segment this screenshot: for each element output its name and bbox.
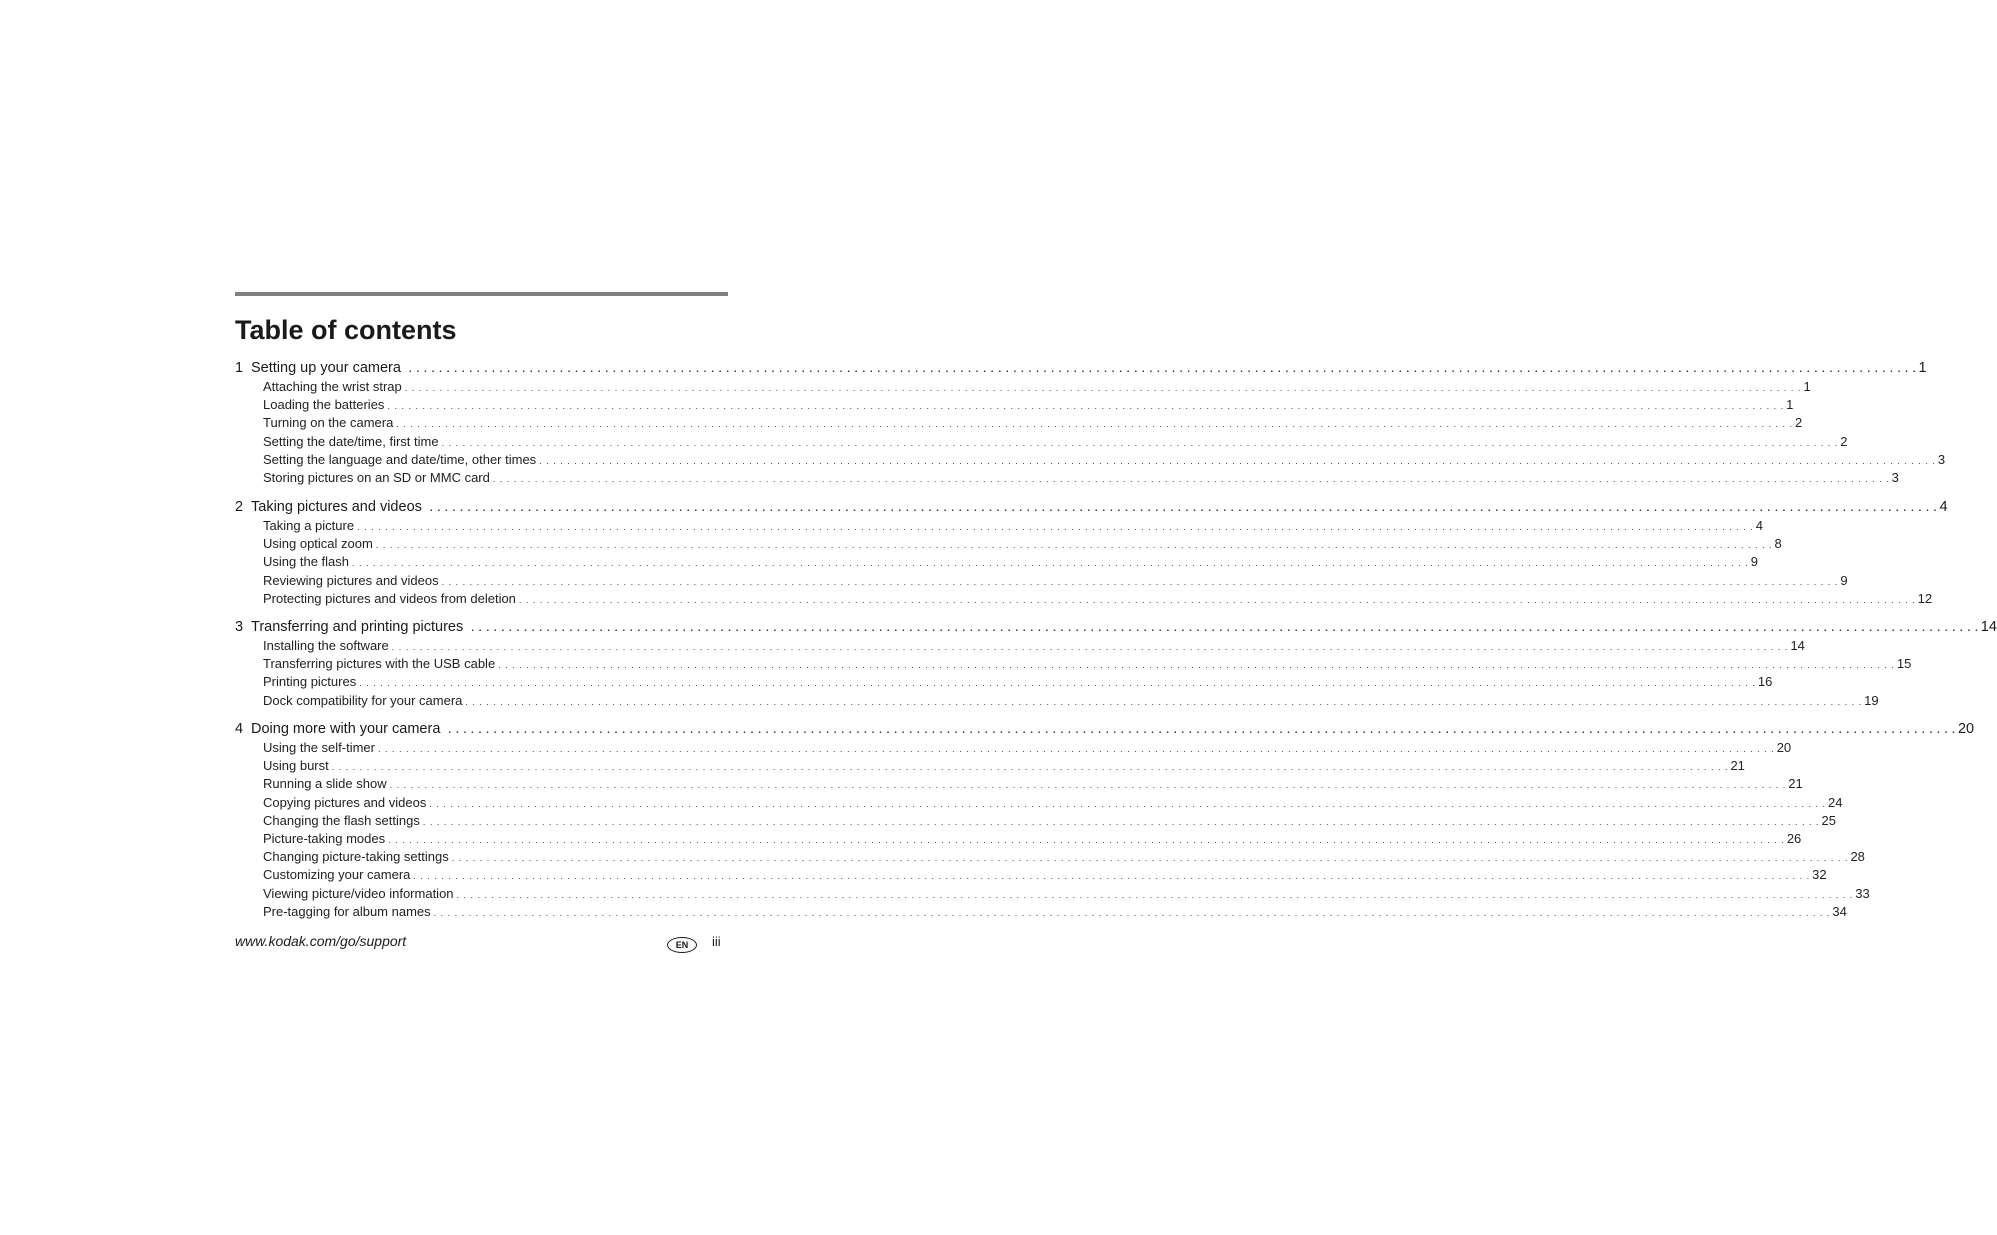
page-ref: 21 (1730, 758, 1745, 774)
toc-section[interactable] (263, 553, 1758, 571)
language-badge: EN (667, 937, 697, 953)
page-ref: 20 (1957, 721, 1975, 737)
chapter-number: 1 (235, 360, 244, 376)
section-title: Taking a picture (263, 518, 355, 533)
dot-leader: . . . . . . . . . . . . . . . . . . . . . . . . . . . . . . . . . . . . . . . . . . . . . . . . . . . . . . . . . . . . . . . . . . . . . . . . . . . . . . . . . . . . . . . . . . . . . . . . . . . . . . . . . . . . . . . . . . . . . . . . . . . . . . . . . . . . . . . . . . . . . . . . . . . . . . . . . . . . . . . . . . . . . . . . . . . . . . . . . . . . . . . . . . . . . . . . . . . . . . . . (465, 696, 1863, 707)
section-title: Using optical zoom (263, 536, 373, 552)
section-title: Using the self-timer (263, 740, 375, 755)
dot-leader: . . . . . . . . . . . . . . . . . . . . . . . . . . . . . . . . . . . . . . . . . . . . . . . . . . . . . . . . . . . . . . . . . . . . . . . . . . . . . . . . . . . . . . . . . . . . . . . . . . . . . . . . . . . . . . . . . . . . . . . . . . . . . . . . . . . . . . . . . . . . . . . . . . . . . . . . . . . . . . . . . . . . . . . . . . . . . . . . . . . . . . . . . . . . . . . . . . . . . . . . (375, 540, 1773, 551)
dot-leader: . . . . . . . . . . . . . . . . . . . . . . . . . . . . . . . . . . . . . . . . . . . . . . . . . . . . . . . . . . . . . . . . . . . . . . . . . . . . . . . . . . . . . . . . . . . . . . . . . . . . . . . . . . . . . . . . . . . . . . . . . . . . . . . . . . . . . . . . . . . . . . . . . . . . . . . . . . . . . . . . . . . . . . . . . . . . . . . . . . . . . . . . . . . . . . . . . . . . . . . . (448, 725, 1956, 736)
toc-section[interactable] (263, 517, 1763, 535)
section-title: Turning on the camera (263, 415, 394, 431)
page-ref: 20 (1776, 740, 1792, 755)
toc-section[interactable] (263, 572, 1848, 590)
support-url[interactable]: www.kodak.com/go/support (235, 933, 407, 949)
section-title: Protecting pictures and videos from deletion (263, 590, 516, 606)
section-title: Loading the batteries (263, 397, 385, 413)
section-title: Storing pictures on an SD or MMC card (263, 470, 490, 485)
section-title: Copying pictures and videos (263, 794, 427, 810)
toc-section[interactable] (263, 757, 1745, 775)
toc-chapter-4[interactable] (235, 720, 1975, 738)
toc-section[interactable] (263, 885, 1870, 903)
section-title: Setting the language and date/time, other times (263, 451, 537, 467)
dot-leader: . . . . . . . . . . . . . . . . . . . . . . . . . . . . . . . . . . . . . . . . . . . . . . . . . . . . . . . . . . . . . . . . . . . . . . . . . . . . . . . . . . . . . . . . . . . . . . . . . . . . . . . . . . . . . . . . . . . . . . . . . . . . . . . . . . . . . . . . . . . . . . . . . . . . . . . . . . . . . . . . . . . . . . . . . . . . . . . . . . . . . . . . . . . . . . . . . . . . . . . . (498, 660, 1895, 671)
section-title: Picture-taking modes (263, 831, 386, 846)
header-rule (235, 292, 728, 296)
chapter-title: Taking pictures and videos (251, 499, 422, 515)
toc-section[interactable] (263, 739, 1792, 757)
section-title: Printing pictures (263, 674, 357, 690)
page-ref: 4 (1939, 499, 1948, 515)
toc-section[interactable] (263, 692, 1879, 710)
dot-leader: . . . . . . . . . . . . . . . . . . . . . . . . . . . . . . . . . . . . . . . . . . . . . . . . . . . . . . . . . . . . . . . . . . . . . . . . . . . . . . . . . . . . . . . . . . . . . . . . . . . . . . . . . . . . . . . . . . . . . . . . . . . . . . . . . . . . . . . . . . . . . . . . . . . . . . . . . . . . . . . . . . . . . . . . . . . . . . . . . . . . . . . . . . . . . . . . . . . . . . . . (377, 744, 1775, 754)
dot-leader: . . . . . . . . . . . . . . . . . . . . . . . . . . . . . . . . . . . . . . . . . . . . . . . . . . . . . . . . . . . . . . . . . . . . . . . . . . . . . . . . . . . . . . . . . . . . . . . . . . . . . . . . . . . . . . . . . . . . . . . . . . . . . . . . . . . . . . . . . . . . . . . . . . . . . . . . . . . . . . . . . . . . . . . . . . . . . . . . . . . . . . . . . . . . . . . . . . . . . . . . (422, 816, 1820, 827)
page-ref: 33 (1855, 885, 1870, 901)
toc-section[interactable] (263, 655, 1912, 673)
page-ref: 9 (1840, 572, 1848, 588)
page-ref: 16 (1757, 674, 1773, 690)
dot-leader: . . . . . . . . . . . . . . . . . . . . . . . . . . . . . . . . . . . . . . . . . . . . . . . . . . . . . . . . . . . . . . . . . . . . . . . . . . . . . . . . . . . . . . . . . . . . . . . . . . . . . . . . . . . . . . . . . . . . . . . . . . . . . . . . . . . . . . . . . . . . . . . . . . . . . . . . . . . . . . . . . . . . . . . . . . . . . . . . . . . . . . . . . . . . . . . . . . . . . . . . (396, 419, 1794, 430)
page-ref: 24 (1828, 794, 1843, 810)
dot-leader: . . . . . . . . . . . . . . . . . . . . . . . . . . . . . . . . . . . . . . . . . . . . . . . . . . . . . . . . . . . . . . . . . . . . . . . . . . . . . . . . . . . . . . . . . . . . . . . . . . . . . . . . . . . . . . . . . . . . . . . . . . . . . . . . . . . . . . . . . . . . . . . . . . . . . . . . . . . . . . . . . . . . . . . . . . . . . . . . . . . . . . . . . . . . . . . . . . . . . . . . (456, 889, 1854, 900)
page-ref: 9 (1750, 554, 1758, 570)
toc-section[interactable] (263, 396, 1794, 414)
toc-section[interactable] (263, 830, 1802, 848)
dot-leader: . . . . . . . . . . . . . . . . . . . . . . . . . . . . . . . . . . . . . . . . . . . . . . . . . . . . . . . . . . . . . . . . . . . . . . . . . . . . . . . . . . . . . . . . . . . . . . . . . . . . . . . . . . . . . . . . . . . . . . . . . . . . . . . . . . . . . . . . . . . . . . . . . . . . . . . . . . . . . . . . . . . . . . . . . . . . . . . . . . . . . . . . . . . . . . . . . . . . . . . . (429, 798, 1827, 809)
dot-leader: . . . . . . . . . . . . . . . . . . . . . . . . . . . . . . . . . . . . . . . . . . . . . . . . . . . . . . . . . . . . . . . . . . . . . . . . . . . . . . . . . . . . . . . . . . . . . . . . . . . . . . . . . . . . . . . . . . . . . . . . . . . . . . . . . . . . . . . . . . . . . . . . . . . . . . . . . . . . . . . . . . . . . . . . . . . . . . . . . . . . . . . . . . . . . . . . . . . . . . . . (429, 503, 1938, 514)
chapter-title: Setting up your camera (251, 360, 401, 376)
toc-section[interactable] (263, 775, 1803, 793)
toc-section[interactable] (263, 469, 1899, 487)
toc-section[interactable] (263, 414, 1803, 432)
dot-leader: . . . . . . . . . . . . . . . . . . . . . . . . . . . . . . . . . . . . . . . . . . . . . . . . . . . . . . . . . . . . . . . . . . . . . . . . . . . . . . . . . . . . . . . . . . . . . . . . . . . . . . . . . . . . . . . . . . . . . . . . . . . . . . . . . . . . . . . . . . . . . . . . . . . . . . . . . . . . . . . . . . . . . . . . . . . . . . . . . . . . . . . . . . . . . . . . . . . . . . . . (352, 558, 1749, 569)
dot-leader: . . . . . . . . . . . . . . . . . . . . . . . . . . . . . . . . . . . . . . . . . . . . . . . . . . . . . . . . . . . . . . . . . . . . . . . . . . . . . . . . . . . . . . . . . . . . . . . . . . . . . . . . . . . . . . . . . . . . . . . . . . . . . . . . . . . . . . . . . . . . . . . . . . . . . . . . . . . . . . . . . . . . . . . . . . . . . . . . . . . . . . . . . . . . . . . . . . . . . . . . (359, 678, 1756, 689)
toc-section[interactable] (263, 848, 1865, 866)
page-ref: 26 (1786, 831, 1802, 846)
dot-leader: . . . . . . . . . . . . . . . . . . . . . . . . . . . . . . . . . . . . . . . . . . . . . . . . . . . . . . . . . . . . . . . . . . . . . . . . . . . . . . . . . . . . . . . . . . . . . . . . . . . . . . . . . . . . . . . . . . . . . . . . . . . . . . . . . . . . . . . . . . . . . . . . . . . . . . . . . . . . . . . . . . . . . . . . . . . . . . . . . . . . . . . . . . . . . . . . . . . . . . . . (539, 455, 1936, 466)
chapter-title: Doing more with your camera (251, 721, 441, 737)
dot-leader: . . . . . . . . . . . . . . . . . . . . . . . . . . . . . . . . . . . . . . . . . . . . . . . . . . . . . . . . . . . . . . . . . . . . . . . . . . . . . . . . . . . . . . . . . . . . . . . . . . . . . . . . . . . . . . . . . . . . . . . . . . . . . . . . . . . . . . . . . . . . . . . . . . . . . . . . . . . . . . . . . . . . . . . . . . . . . . . . . . . . . . . . . . . . . . . . . . . . . . . . (518, 594, 1916, 605)
toc-section[interactable] (263, 812, 1836, 830)
page-ref: 2 (1795, 415, 1803, 431)
page-ref: 1 (1803, 379, 1811, 394)
page-ref: 4 (1755, 518, 1763, 533)
section-title: Changing the flash settings (263, 812, 420, 828)
toc-chapter-1[interactable] (235, 359, 1927, 377)
toc-section[interactable] (263, 673, 1773, 691)
page-number: iii (712, 934, 721, 949)
toc-section[interactable] (263, 451, 1946, 469)
section-title: Running a slide show (263, 776, 387, 792)
dot-leader: . . . . . . . . . . . . . . . . . . . . . . . . . . . . . . . . . . . . . . . . . . . . . . . . . . . . . . . . . . . . . . . . . . . . . . . . . . . . . . . . . . . . . . . . . . . . . . . . . . . . . . . . . . . . . . . . . . . . . . . . . . . . . . . . . . . . . . . . . . . . . . . . . . . . . . . . . . . . . . . . . . . . . . . . . . . . . . . . . . . . . . . . . . . . . . . . . . . . . . . . (388, 835, 1785, 845)
page-ref: 15 (1896, 656, 1912, 672)
toc-chapter-3[interactable] (235, 618, 1997, 636)
dot-leader: . . . . . . . . . . . . . . . . . . . . . . . . . . . . . . . . . . . . . . . . . . . . . . . . . . . . . . . . . . . . . . . . . . . . . . . . . . . . . . . . . . . . . . . . . . . . . . . . . . . . . . . . . . . . . . . . . . . . . . . . . . . . . . . . . . . . . . . . . . . . . . . . . . . . . . . . . . . . . . . . . . . . . . . . . . . . . . . . . . . . . . . . . . . . . . . . . . . . . . . . (391, 642, 1789, 652)
page-ref: 1 (1786, 397, 1794, 413)
toc-section[interactable] (263, 590, 1933, 608)
section-title: Using the flash (263, 554, 349, 570)
page-ref: 34 (1832, 903, 1847, 919)
section-title: Transferring pictures with the USB cable (263, 656, 496, 672)
section-title: Customizing your camera (263, 867, 411, 883)
toc-section[interactable] (263, 535, 1782, 553)
dot-leader: . . . . . . . . . . . . . . . . . . . . . . . . . . . . . . . . . . . . . . . . . . . . . . . . . . . . . . . . . . . . . . . . . . . . . . . . . . . . . . . . . . . . . . . . . . . . . . . . . . . . . . . . . . . . . . . . . . . . . . . . . . . . . . . . . . . . . . . . . . . . . . . . . . . . . . . . . . . . . . . . . . . . . . . . . . . . . . . . . . . . . . . . . . . . . . . . . . . . . . . . (387, 401, 1785, 412)
page-ref: 25 (1821, 812, 1836, 828)
chapter-number: 3 (235, 619, 244, 635)
dot-leader: . . . . . . . . . . . . . . . . . . . . . . . . . . . . . . . . . . . . . . . . . . . . . . . . . . . . . . . . . . . . . . . . . . . . . . . . . . . . . . . . . . . . . . . . . . . . . . . . . . . . . . . . . . . . . . . . . . . . . . . . . . . . . . . . . . . . . . . . . . . . . . . . . . . . . . . . . . . . . . . . . . . . . . . . . . . . . . . . . . . . . . . . . . . . . . . . . . . . . . . . (404, 383, 1802, 393)
section-title: Reviewing pictures and videos (263, 572, 439, 588)
toc-section[interactable] (263, 433, 1848, 451)
chapter-number: 2 (235, 499, 244, 515)
toc-section[interactable] (263, 866, 1827, 884)
page-ref: 2 (1840, 433, 1848, 449)
dot-leader: . . . . . . . . . . . . . . . . . . . . . . . . . . . . . . . . . . . . . . . . . . . . . . . . . . . . . . . . . . . . . . . . . . . . . . . . . . . . . . . . . . . . . . . . . . . . . . . . . . . . . . . . . . . . . . . . . . . . . . . . . . . . . . . . . . . . . . . . . . . . . . . . . . . . . . . . . . . . . . . . . . . . . . . . . . . . . . . . . . . . . . . . . . . . . . . . . . . . . . . . (413, 871, 1811, 882)
dot-leader: . . . . . . . . . . . . . . . . . . . . . . . . . . . . . . . . . . . . . . . . . . . . . . . . . . . . . . . . . . . . . . . . . . . . . . . . . . . . . . . . . . . . . . . . . . . . . . . . . . . . . . . . . . . . . . . . . . . . . . . . . . . . . . . . . . . . . . . . . . . . . . . . . . . . . . . . . . . . . . . . . . . . . . . . . . . . . . . . . . . . . . . . . . . . . . . . . . . . . . . . (408, 364, 1917, 375)
section-title: Changing picture-taking settings (263, 849, 449, 865)
section-title: Dock compatibility for your camera (263, 692, 463, 708)
dot-leader: . . . . . . . . . . . . . . . . . . . . . . . . . . . . . . . . . . . . . . . . . . . . . . . . . . . . . . . . . . . . . . . . . . . . . . . . . . . . . . . . . . . . . . . . . . . . . . . . . . . . . . . . . . . . . . . . . . . . . . . . . . . . . . . . . . . . . . . . . . . . . . . . . . . . . . . . . . . . . . . . . . . . . . . . . . . . . . . . . . . . . . . . . . . . . . . . . . . . . . . . (492, 474, 1890, 484)
section-title: Pre-tagging for album names (263, 903, 431, 919)
page-ref: 21 (1788, 776, 1803, 792)
page-ref: 8 (1774, 536, 1782, 552)
section-title: Installing the software (263, 638, 389, 653)
dot-leader: . . . . . . . . . . . . . . . . . . . . . . . . . . . . . . . . . . . . . . . . . . . . . . . . . . . . . . . . . . . . . . . . . . . . . . . . . . . . . . . . . . . . . . . . . . . . . . . . . . . . . . . . . . . . . . . . . . . . . . . . . . . . . . . . . . . . . . . . . . . . . . . . . . . . . . . . . . . . . . . . . . . . . . . . . . . . . . . . . . . . . . . . . . . . . . . . . . . . . . . . (451, 853, 1849, 864)
dot-leader: . . . . . . . . . . . . . . . . . . . . . . . . . . . . . . . . . . . . . . . . . . . . . . . . . . . . . . . . . . . . . . . . . . . . . . . . . . . . . . . . . . . . . . . . . . . . . . . . . . . . . . . . . . . . . . . . . . . . . . . . . . . . . . . . . . . . . . . . . . . . . . . . . . . . . . . . . . . . . . . . . . . . . . . . . . . . . . . . . . . . . . . . . . . . . . . . . . . . . . . . (471, 623, 1979, 634)
page-ref: 3 (1937, 451, 1946, 467)
dot-leader: . . . . . . . . . . . . . . . . . . . . . . . . . . . . . . . . . . . . . . . . . . . . . . . . . . . . . . . . . . . . . . . . . . . . . . . . . . . . . . . . . . . . . . . . . . . . . . . . . . . . . . . . . . . . . . . . . . . . . . . . . . . . . . . . . . . . . . . . . . . . . . . . . . . . . . . . . . . . . . . . . . . . . . . . . . . . . . . . . . . . . . . . . . . . . . . . . . . . . . . . (357, 522, 1754, 532)
page-title: Table of contents (235, 315, 457, 345)
dot-leader: . . . . . . . . . . . . . . . . . . . . . . . . . . . . . . . . . . . . . . . . . . . . . . . . . . . . . . . . . . . . . . . . . . . . . . . . . . . . . . . . . . . . . . . . . . . . . . . . . . . . . . . . . . . . . . . . . . . . . . . . . . . . . . . . . . . . . . . . . . . . . . . . . . . . . . . . . . . . . . . . . . . . . . . . . . . . . . . . . . . . . . . . . . . . . . . . . . . . . . . . (441, 576, 1839, 587)
chapter-number: 4 (235, 721, 244, 737)
section-title: Using burst (263, 758, 329, 774)
page-ref: 14 (1980, 619, 1997, 635)
page-ref: 19 (1864, 692, 1879, 708)
page-ref: 28 (1850, 849, 1865, 865)
section-title: Attaching the wrist strap (263, 379, 402, 394)
toc-section[interactable] (263, 378, 1811, 396)
chapter-title: Transferring and printing pictures (251, 619, 464, 635)
page-ref: 1 (1918, 360, 1927, 376)
section-title: Viewing picture/video information (263, 885, 454, 901)
section-title: Setting the date/time, first time (263, 433, 439, 449)
page-ref: 12 (1917, 590, 1933, 606)
page-ref: 14 (1790, 638, 1805, 653)
page-ref: 32 (1812, 867, 1827, 883)
toc-chapter-2[interactable] (235, 498, 1948, 516)
dot-leader: . . . . . . . . . . . . . . . . . . . . . . . . . . . . . . . . . . . . . . . . . . . . . . . . . . . . . . . . . . . . . . . . . . . . . . . . . . . . . . . . . . . . . . . . . . . . . . . . . . . . . . . . . . . . . . . . . . . . . . . . . . . . . . . . . . . . . . . . . . . . . . . . . . . . . . . . . . . . . . . . . . . . . . . . . . . . . . . . . . . . . . . . . . . . . . . . . . . . . . . . (441, 437, 1839, 448)
dot-leader: . . . . . . . . . . . . . . . . . . . . . . . . . . . . . . . . . . . . . . . . . . . . . . . . . . . . . . . . . . . . . . . . . . . . . . . . . . . . . . . . . . . . . . . . . . . . . . . . . . . . . . . . . . . . . . . . . . . . . . . . . . . . . . . . . . . . . . . . . . . . . . . . . . . . . . . . . . . . . . . . . . . . . . . . . . . . . . . . . . . . . . . . . . . . . . . . . . . . . . . . (433, 907, 1831, 918)
dot-leader: . . . . . . . . . . . . . . . . . . . . . . . . . . . . . . . . . . . . . . . . . . . . . . . . . . . . . . . . . . . . . . . . . . . . . . . . . . . . . . . . . . . . . . . . . . . . . . . . . . . . . . . . . . . . . . . . . . . . . . . . . . . . . . . . . . . . . . . . . . . . . . . . . . . . . . . . . . . . . . . . . . . . . . . . . . . . . . . . . . . . . . . . . . . . . . . . . . . . . . . . (389, 780, 1787, 791)
toc-section[interactable] (263, 637, 1805, 655)
toc-section[interactable] (263, 903, 1847, 921)
page-ref: 3 (1891, 470, 1899, 485)
toc-section[interactable] (263, 794, 1843, 812)
dot-leader: . . . . . . . . . . . . . . . . . . . . . . . . . . . . . . . . . . . . . . . . . . . . . . . . . . . . . . . . . . . . . . . . . . . . . . . . . . . . . . . . . . . . . . . . . . . . . . . . . . . . . . . . . . . . . . . . . . . . . . . . . . . . . . . . . . . . . . . . . . . . . . . . . . . . . . . . . . . . . . . . . . . . . . . . . . . . . . . . . . . . . . . . . . . . . . . . . . . . . . . . (331, 762, 1729, 773)
